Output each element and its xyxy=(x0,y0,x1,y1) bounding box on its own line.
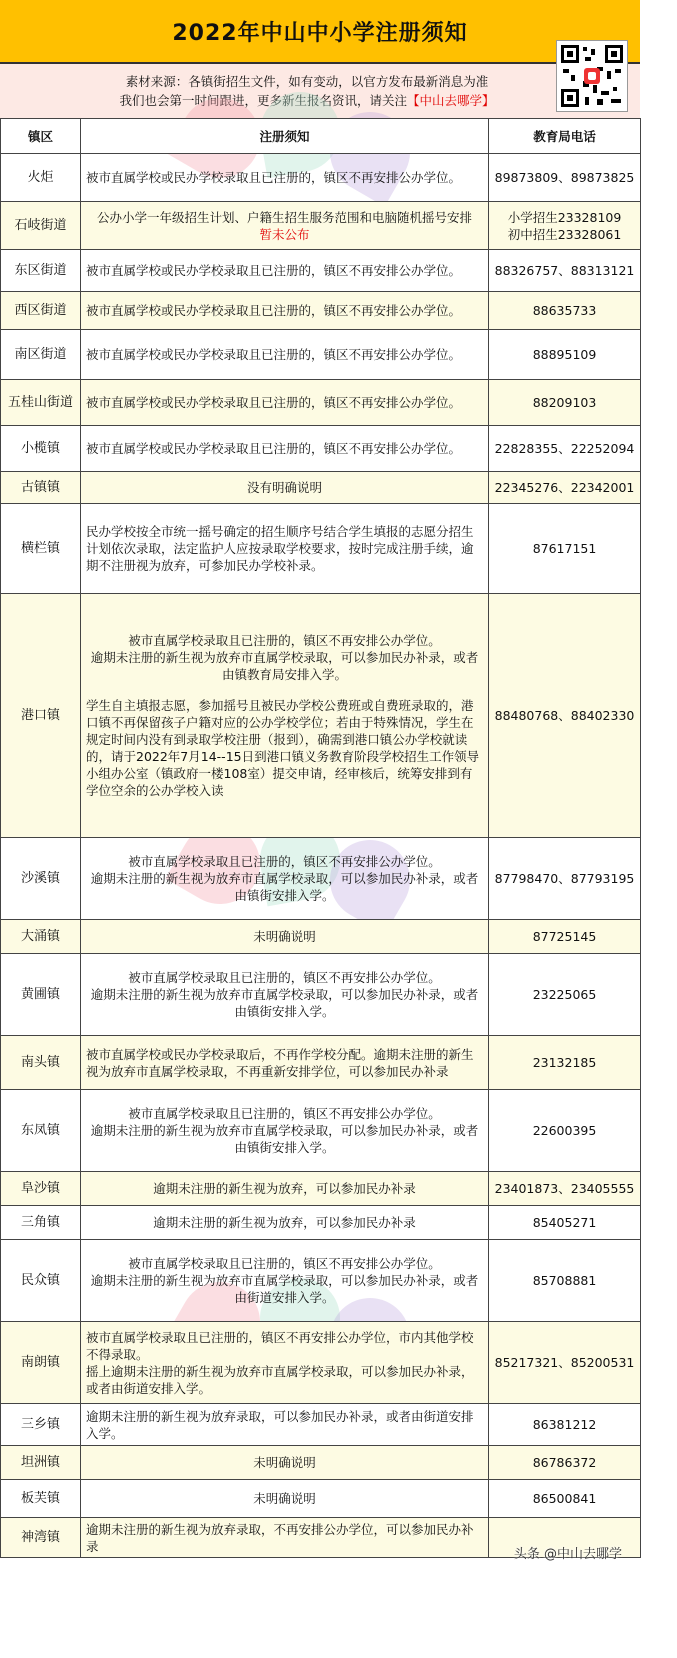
district-cell: 三乡镇 xyxy=(1,1404,81,1446)
table-row xyxy=(1,1206,641,1240)
note-cell xyxy=(81,838,489,920)
district-cell: 民众镇 xyxy=(1,1240,81,1322)
note-cell: 被市直属学校或民办学校录取后，不再作学校分配。逾期未注册的新生视为放弃市直属学校录取，不再重新安排学位，可以参加民办补录 xyxy=(81,1036,489,1090)
note-cell xyxy=(81,1090,489,1172)
note-cell: 逾期未注册的新生视为放弃录取，不再安排公办学位，可以参加民办补录 xyxy=(81,1518,489,1558)
phone-cell: 86786372 xyxy=(489,1446,641,1480)
source-banner xyxy=(0,64,640,119)
district-cell: 东凤镇 xyxy=(1,1090,81,1172)
note-cell xyxy=(81,594,489,838)
note-cell: 逾期未注册的新生视为放弃，可以参加民办补录 xyxy=(81,1172,489,1206)
note-text: 被市直属学校录取且已注册的，镇区不再安排公办学位。 xyxy=(128,970,441,985)
note-cell: 被市直属学校或民办学校录取且已注册的，镇区不再安排公办学位。 xyxy=(81,380,489,426)
phone-cell: 85405271 xyxy=(489,1206,641,1240)
note-cell: 被市直属学校或民办学校录取且已注册的，镇区不再安排公办学位。 xyxy=(81,292,489,330)
phone-cell: 85708881 xyxy=(489,1240,641,1322)
spacer xyxy=(86,683,483,697)
note-cell: 被市直属学校或民办学校录取且已注册的，镇区不再安排公办学位。 xyxy=(81,250,489,292)
phone-cell xyxy=(489,202,641,250)
source-line-1: 素材来源：各镇街招生文件，如有变动，以官方发布最新消息为准 xyxy=(125,74,489,89)
table-row xyxy=(1,202,641,250)
district-cell: 神湾镇 xyxy=(1,1518,81,1558)
table-row xyxy=(1,1404,641,1446)
table-row xyxy=(1,472,641,504)
table-row xyxy=(1,1090,641,1172)
note-cell: 未明确说明 xyxy=(81,1446,489,1480)
phone-cell: 88326757、88313121 xyxy=(489,250,641,292)
header-note: 注册须知 xyxy=(81,119,489,154)
phone-cell: 87798470、87793195 xyxy=(489,838,641,920)
district-cell: 石岐街道 xyxy=(1,202,81,250)
district-cell: 东区街道 xyxy=(1,250,81,292)
table-row xyxy=(1,1240,641,1322)
note-cell xyxy=(81,954,489,1036)
table-row xyxy=(1,1322,641,1404)
phone-cell: 86500841 xyxy=(489,1480,641,1518)
qr-code-icon xyxy=(556,40,628,112)
table-row xyxy=(1,838,641,920)
source-highlight: 【中山去哪学】 xyxy=(407,93,495,108)
phone-cell: 23401873、23405555 xyxy=(489,1172,641,1206)
district-cell: 火炬 xyxy=(1,154,81,202)
phone-cell: 89873809、89873825 xyxy=(489,154,641,202)
table-header-row xyxy=(1,119,641,154)
footer-watermark: 头条 @中山去哪学 xyxy=(513,1547,622,1562)
table-row xyxy=(1,154,641,202)
table-row xyxy=(1,594,641,838)
table-row xyxy=(1,1172,641,1206)
phone-cell: 87725145 xyxy=(489,920,641,954)
table-row xyxy=(1,330,641,380)
district-cell: 古镇镇 xyxy=(1,472,81,504)
district-cell: 南头镇 xyxy=(1,1036,81,1090)
table-row xyxy=(1,954,641,1036)
note-text: 逾期未注册的新生视为放弃市直属学校录取，可以参加民办补录，或者由镇街安排入学。 xyxy=(90,987,479,1019)
table-row xyxy=(1,250,641,292)
header-phone: 教育局电话 xyxy=(489,119,641,154)
district-cell: 五桂山街道 xyxy=(1,380,81,426)
table-row xyxy=(1,426,641,472)
table-row xyxy=(1,1036,641,1090)
note-cell: 没有明确说明 xyxy=(81,472,489,504)
note-cell: 逾期未注册的新生视为放弃录取，可以参加民办补录，或者由街道安排入学。 xyxy=(81,1404,489,1446)
note-cell: 被市直属学校或民办学校录取且已注册的，镇区不再安排公办学位。 xyxy=(81,330,489,380)
phone-cell: 86381212 xyxy=(489,1404,641,1446)
header-district: 镇区 xyxy=(1,119,81,154)
table-row xyxy=(1,920,641,954)
note-cell: 民办学校按全市统一摇号确定的招生顺序号结合学生填报的志愿分招生计划依次录取，法定监护人应按录取学校要求，按时完成注册手续，逾期不注册视为放弃，可参加民办学校补录。 xyxy=(81,504,489,594)
phone-primary: 小学招生23328109 xyxy=(507,209,622,225)
phone-cell: 87617151 xyxy=(489,504,641,594)
district-cell: 三角镇 xyxy=(1,1206,81,1240)
phone-cell: 88895109 xyxy=(489,330,641,380)
district-cell: 南朗镇 xyxy=(1,1322,81,1404)
note-text: 被市直属学校录取且已注册的，镇区不再安排公办学位。 xyxy=(128,1256,441,1271)
note-text: 被市直属学校录取且已注册的，镇区不再安排公办学位。 xyxy=(128,1106,441,1121)
note-text: 被市直属学校录取且已注册的，镇区不再安排公办学位。 xyxy=(128,854,441,869)
note-text: 被市直属学校录取且已注册的，镇区不再安排公办学位。 xyxy=(128,633,441,648)
source-line-2-text: 我们也会第一时间跟进，更多新生报名资讯，请关注 xyxy=(119,93,407,108)
note-cell: 未明确说明 xyxy=(81,1480,489,1518)
phone-cell: 23132185 xyxy=(489,1036,641,1090)
note-cell xyxy=(81,1322,489,1404)
source-line-2 xyxy=(0,91,614,110)
phone-cell: 88209103 xyxy=(489,380,641,426)
table-row xyxy=(1,1480,641,1518)
note-text: 逾期未注册的新生视为放弃市直属学校录取，可以参加民办补录，或者由镇教育局安排入学。 xyxy=(90,650,479,682)
district-cell: 横栏镇 xyxy=(1,504,81,594)
table-row xyxy=(1,1446,641,1480)
phone-secondary: 初中招生23328061 xyxy=(507,226,622,242)
page-title: 2022年中山中小学注册须知 xyxy=(0,0,640,64)
district-cell: 西区街道 xyxy=(1,292,81,330)
district-cell: 小榄镇 xyxy=(1,426,81,472)
table-row xyxy=(1,380,641,426)
note-cell: 逾期未注册的新生视为放弃，可以参加民办补录 xyxy=(81,1206,489,1240)
phone-cell: 22345276、22342001 xyxy=(489,472,641,504)
note-text: 逾期未注册的新生视为放弃市直属学校录取，可以参加民办补录，或者由街道安排入学。 xyxy=(90,1273,479,1305)
note-cell: 被市直属学校或民办学校录取且已注册的，镇区不再安排公办学位。 xyxy=(81,426,489,472)
phone-cell: 88635733 xyxy=(489,292,641,330)
note-cell xyxy=(81,1240,489,1322)
note-text: 公办小学一年级招生计划、户籍生招生服务范围和电脑随机摇号安排 xyxy=(96,209,472,225)
note-highlight: 暂未公布 xyxy=(259,226,310,242)
phone-cell: 22828355、22252094 xyxy=(489,426,641,472)
district-cell: 阜沙镇 xyxy=(1,1172,81,1206)
phone-cell: 88480768、88402330 xyxy=(489,594,641,838)
note-cell: 未明确说明 xyxy=(81,920,489,954)
note-cell xyxy=(81,202,489,250)
district-cell: 沙溪镇 xyxy=(1,838,81,920)
district-cell: 港口镇 xyxy=(1,594,81,838)
table-row xyxy=(1,292,641,330)
table-row xyxy=(1,504,641,594)
district-cell: 坦洲镇 xyxy=(1,1446,81,1480)
phone-cell: 85217321、85200531 xyxy=(489,1322,641,1404)
note-cell: 被市直属学校或民办学校录取且已注册的，镇区不再安排公办学位。 xyxy=(81,154,489,202)
note-text: 逾期未注册的新生视为放弃市直属学校录取，可以参加民办补录，或者由镇街安排入学。 xyxy=(90,871,479,903)
district-cell: 板芙镇 xyxy=(1,1480,81,1518)
registration-table xyxy=(0,118,641,1558)
note-text: 逾期未注册的新生视为放弃市直属学校录取，可以参加民办补录，或者由镇街安排入学。 xyxy=(90,1123,479,1155)
phone-cell: 22600395 xyxy=(489,1090,641,1172)
district-cell: 大涌镇 xyxy=(1,920,81,954)
phone-cell: 23225065 xyxy=(489,954,641,1036)
note-text: 被市直属学校录取且已注册的，镇区不再安排公办学位，市内其他学校不得录取。 xyxy=(86,1329,474,1362)
note-text: 学生自主填报志愿，参加摇号且被民办学校公费班或自费班录取的，港口镇不再保留孩子户籍对应的公办学校学位；若由于特殊情况，学生在规定时间内没有到录取学校注册（报到），确需到港口镇公办学校就读的，请于2022年7月14--15日到港口镇义务教育阶段学校招生工作领导小组办公室（镇政府一楼108室）提交申请，经审核后，统筹安排到有学位空余的公办学校入读 xyxy=(86,698,480,798)
note-text: 摇上逾期未注册的新生视为放弃市直属学校录取，可以参加民办补录，或者由街道安排入学。 xyxy=(86,1363,474,1396)
district-cell: 南区街道 xyxy=(1,330,81,380)
district-cell: 黄圃镇 xyxy=(1,954,81,1036)
